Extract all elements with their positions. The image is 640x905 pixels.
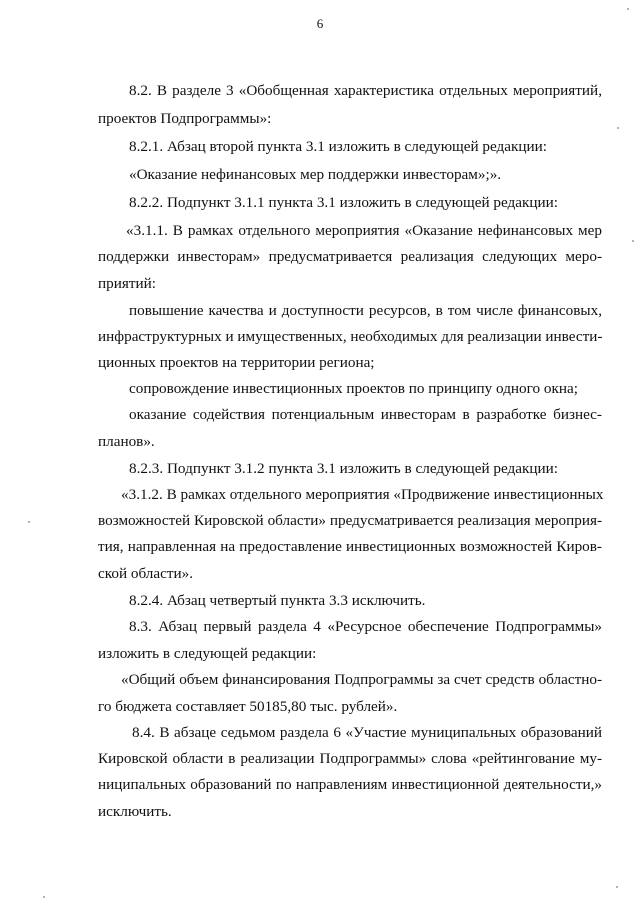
text-line: инфраструктурных и имущественных, необходимых для реализации инвести- [98, 328, 603, 345]
text-line: ционных проектов на территории региона; [98, 354, 375, 371]
scan-speck [627, 8, 629, 10]
text-line: ской области». [98, 565, 194, 582]
text-line: изложить в следующей редакции: [98, 645, 317, 662]
text-line: исключить. [98, 803, 172, 820]
text-line: 8.2.1. Абзац второй пункта 3.1 изложить в следующей редакции: [129, 138, 548, 155]
text-line: «Оказание нефинансовых мер поддержки инвесторам»;». [129, 166, 502, 183]
text-line: го бюджета составляет 50185,80 тыс. рублей». [98, 698, 398, 715]
text-line: повышение качества и доступности ресурсов, в том числе финансовых, [129, 302, 602, 319]
text-line: возможностей Кировской области» предусматривается реализация мероприя- [98, 512, 602, 529]
text-line: тия, направленная на предоставление инвестиционных возможностей Киров- [98, 538, 602, 555]
text-line: сопровождение инвестиционных проектов по принципу одного окна; [129, 380, 578, 397]
text-line: приятий: [98, 275, 156, 292]
text-line: 8.2.2. Подпункт 3.1.1 пункта 3.1 изложить в следующей редакции: [129, 194, 558, 211]
text-line: «3.1.2. В рамках отдельного мероприятия «Продвижение инвестиционных [121, 486, 604, 503]
text-line: ниципальных образований по направлениям инвестиционной деятельности,» [98, 776, 602, 793]
scan-speck [43, 896, 45, 898]
text-line: 8.2.4. Абзац четвертый пункта 3.3 исключить. [129, 592, 426, 609]
scan-speck [28, 521, 30, 523]
text-line: проектов Подпрограммы»: [98, 110, 272, 127]
page-number: 6 [316, 16, 324, 31]
scan-speck [616, 886, 618, 888]
text-line: 8.2. В разделе 3 «Обобщенная характеристика отдельных мероприятий, [129, 82, 602, 99]
text-line: 8.4. В абзаце седьмом раздела 6 «Участие муниципальных образований [132, 724, 602, 741]
text-line: оказание содействия потенциальным инвесторам в разработке бизнес- [129, 406, 602, 423]
text-line: Кировской области в реализации Подпрограммы» слова «рейтингование му- [98, 750, 602, 767]
text-line: «3.1.1. В рамках отдельного мероприятия «Оказание нефинансовых мер [126, 222, 602, 239]
scan-speck [617, 127, 619, 129]
text-line: планов». [98, 433, 155, 450]
text-line: «Общий объем финансирования Подпрограммы за счет средств областно- [121, 671, 602, 688]
text-line: 8.2.3. Подпункт 3.1.2 пункта 3.1 изложить в следующей редакции: [129, 460, 558, 477]
text-line: поддержки инвесторам» предусматривается реализация следующих меро- [98, 248, 602, 265]
text-line: 8.3. Абзац первый раздела 4 «Ресурсное обеспечение Подпрограммы» [129, 618, 602, 635]
scan-speck [632, 240, 634, 242]
